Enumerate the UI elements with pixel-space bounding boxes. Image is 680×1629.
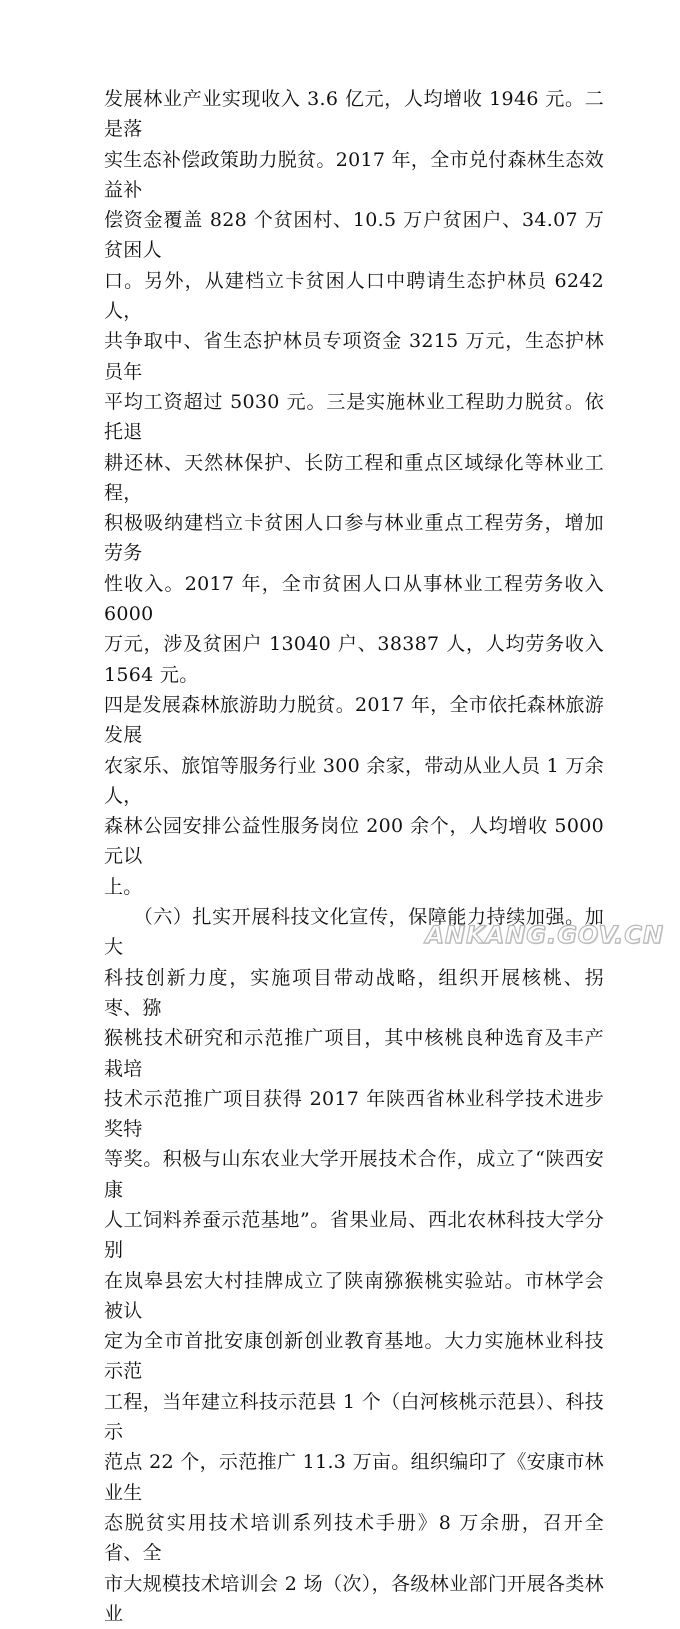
document-body	[104, 84, 604, 1629]
site-watermark: ANKANG.GOV.CN	[425, 921, 664, 949]
paragraph-technology-culture: （六）扎实开展科技文化宣传，保障能力持续加强。加大 科技创新力度，实施项目带动战略，组织开展核桃、拐枣、猕 猴桃技术研究和示范推广项目，其中核桃良种选育及丰产栽培 技术示范推广项目获得 2017 年陕西省林业科学技术进步奖特 等奖。积极与山东农业大学开展技术合作，成立了“陕西安康 人工饲料养蚕示范基地”。省果业局、西北农林科技大学分别 在岚皋县宏大村挂牌成立了陕南猕猴桃实验站。市林学会被认 定为全市首批安康创新创业教育基地。大力实施林业科技示范 工程，当年建立科技示范县 1 个（白河核桃示范县）、科技示 范点 22 个，示范推广 11.3 万亩。组织编印了《安康市林业生 态脱贫实用技术培训系列技术手册》8 万余册，召开全省、全 市大规模技术培训会 2 场（次），各级林业部门开展各类林业	[104, 906, 604, 1625]
paragraph-poverty-alleviation: 发展林业产业实现收入 3.6 亿元，人均增收 1946 元。二是落 实生态补偿政策助力脱贫。2017 年，全市兑付森林生态效益补 偿资金覆盖 828 个贫困村、10.5 万户贫困户、34.07 万贫困人 口。另外，从建档立卡贫困人口中聘请生态护林员 6242 人， 共争取中、省生态护林员专项资金 3215 万元，生态护林员年 平均工资超过 5030 元。三是实施林业工程助力脱贫。依托退 耕还林、天然林保护、长防工程和重点区域绿化等林业工程， 积极吸纳建档立卡贫困人口参与林业重点工程劳务，增加劳务 性收入。2017 年，全市贫困人口从事林业工程劳务收入 6000 万元，涉及贫困户 13040 户、38387 人，人均劳务收入 1564 元。 四是发展森林旅游助力脱贫。2017 年，全市依托森林旅游发展 农家乐、旅馆等服务行业 300 余家，带动从业人员 1 万余人， 森林公园安排公益性服务岗位 200 余个，人均增收 5000 元以 上。	[104, 88, 604, 898]
